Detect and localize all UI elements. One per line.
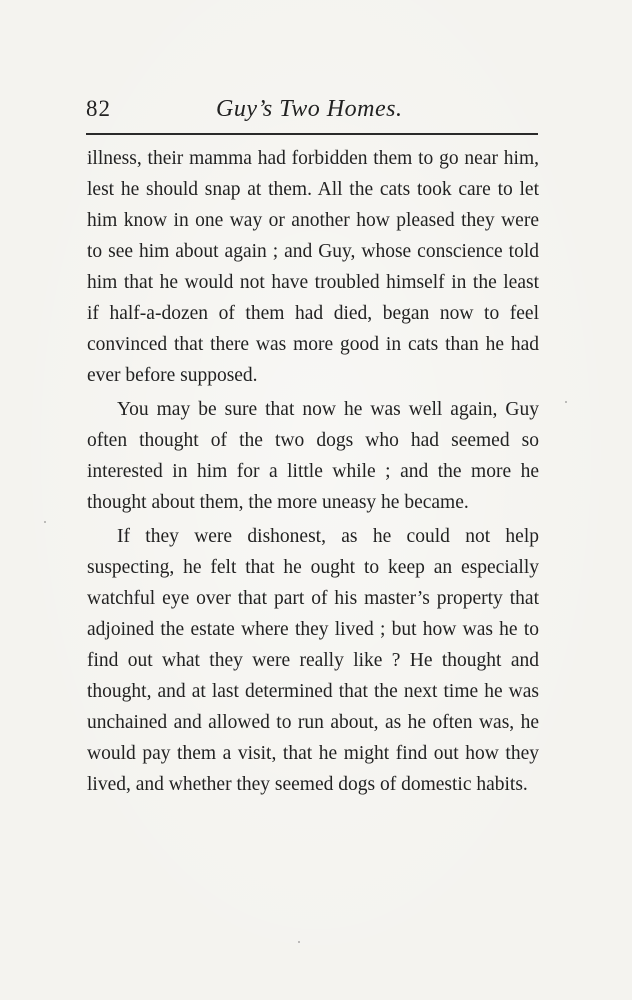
page-header — [86, 96, 538, 130]
paper-speck — [565, 401, 567, 403]
running-title: Guy’s Two Homes. — [216, 96, 403, 122]
page-number: 82 — [86, 96, 111, 121]
paper-speck — [298, 941, 300, 943]
paragraph-2: You may be sure that now he was well again, Guy often thought of the two dogs who had seemed so interested in him for a little while ; and the more he thought about them, the more uneasy he became. — [87, 399, 539, 513]
body-text — [87, 143, 539, 800]
paper-speck — [44, 521, 46, 523]
paragraph-3: If they were dishonest, as he could not help suspecting, he felt that he ought to keep an especially watchful eye over that part of his master’s property that adjoined the estate where they lived ; but how was he to find out what they were really like ? He thought and thought, and at last determined that the next time he was unchained and allowed to run about, as he often was, he would pay them a visit, that he might find out how they lived, and whether they seemed dogs of domestic habits. — [87, 526, 539, 795]
paragraph-1: illness, their mamma had forbidden them to go near him, lest he should snap at them. All the cats took care to let him know in one way or another how pleased they were to see him about again ; and Guy, whose conscience told him that he would not have troubled himself in the least if half-a-dozen of them had died, began now to feel convinced that there was more good in cats than he had ever before supposed. — [87, 148, 539, 386]
header-rule — [86, 133, 538, 135]
